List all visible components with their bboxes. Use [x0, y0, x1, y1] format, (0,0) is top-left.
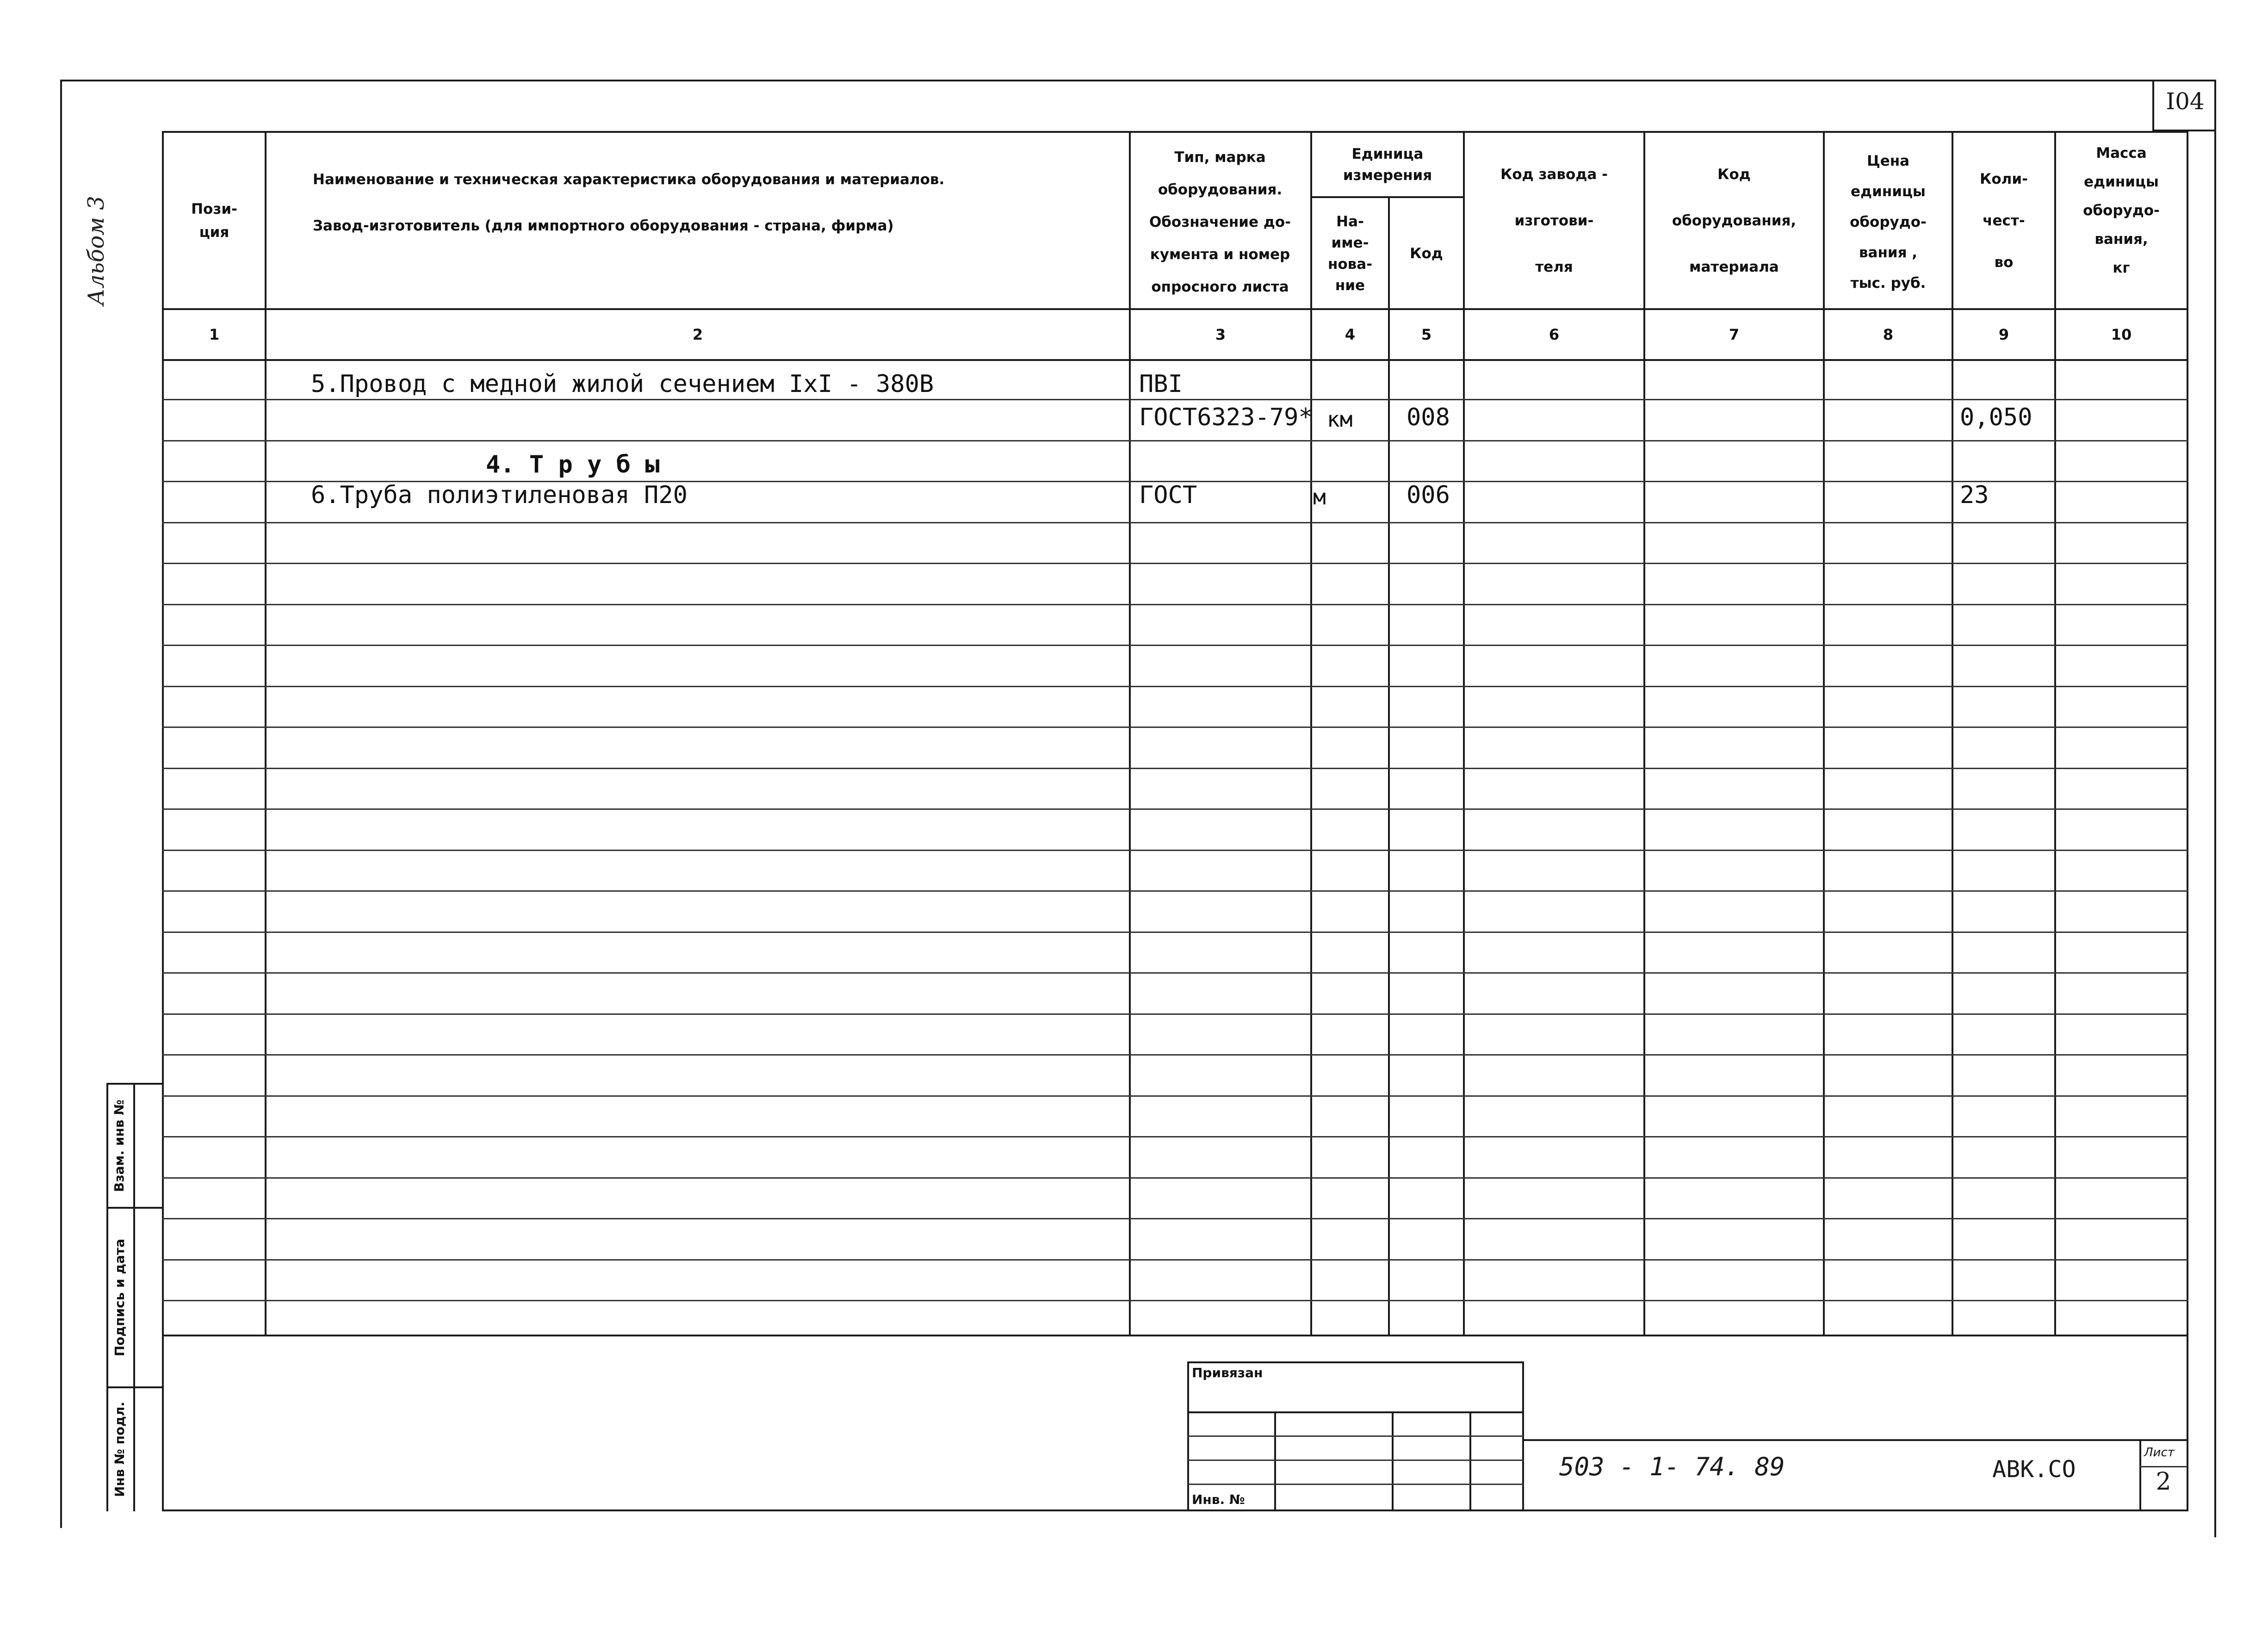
- privyazan-div: [1187, 1411, 1524, 1413]
- header-type-line3: Обозначение до-: [1149, 214, 1291, 230]
- sheet-box-div: [2139, 1466, 2187, 1467]
- header-position: [164, 133, 265, 308]
- privyazan-v1: [1274, 1411, 1276, 1510]
- header-price-l4: вания ,: [1859, 244, 1918, 261]
- privyazan-label: Привязан: [1192, 1365, 1263, 1380]
- table-rule: [162, 768, 2188, 769]
- header-equipment-code-l2: оборудования,: [1672, 212, 1797, 229]
- header-type-line1: Тип, марка: [1174, 149, 1266, 166]
- page-number: I04: [2166, 88, 2205, 115]
- colnum-8: 8: [1883, 326, 1894, 343]
- colnum-3: 3: [1215, 326, 1226, 343]
- header-equipment-code: [1645, 133, 1823, 308]
- privyazan-top: [1187, 1361, 1524, 1363]
- table-rule: [162, 1259, 2188, 1261]
- table-rule: [162, 1013, 2188, 1015]
- header-quantity-l2: чест-: [1983, 212, 2025, 229]
- header-maker-code-l2: изготови-: [1514, 212, 1594, 229]
- table-rule: [162, 399, 2188, 400]
- table-bottom: [162, 1510, 2188, 1511]
- privyazan-row1: [1187, 1435, 1524, 1437]
- privyazan-v2: [1392, 1411, 1394, 1510]
- row3-section-title: 4. Т р у б ы: [486, 451, 660, 478]
- privyazan-row2: [1187, 1460, 1524, 1461]
- header-name: [266, 133, 1129, 272]
- header-maker-code-l1: Код завода -: [1500, 166, 1608, 183]
- privyazan-v3: [1469, 1411, 1471, 1510]
- header-price-l1: Цена: [1866, 153, 1910, 169]
- table-rule: [162, 563, 2188, 564]
- doc-code: 503 - 1- 74. 89: [1559, 1452, 1785, 1481]
- album-label: Альбом 3: [83, 196, 109, 305]
- header-quantity: [1953, 133, 2054, 308]
- col-border-10: [2187, 131, 2188, 1510]
- header-unit-group-text: Единица измерения: [1343, 146, 1432, 184]
- table-top: [162, 131, 2188, 133]
- header-mass: [2056, 134, 2187, 287]
- row2-unit: км: [1327, 407, 1353, 432]
- header-unit-group: [1312, 133, 1463, 196]
- stamp-left: [106, 1083, 108, 1511]
- header-quantity-l1: Коли-: [1980, 171, 2028, 187]
- table-rule: [162, 1095, 2188, 1097]
- table-rule: [162, 850, 2188, 851]
- unit-group-divider: [1310, 196, 1464, 198]
- sheet-label: Лист: [2144, 1446, 2175, 1460]
- row2-type: ГОСТ6323-79*: [1139, 404, 1313, 431]
- page-number-box-left: [2152, 80, 2154, 130]
- header-unit-name-l4: ние: [1335, 277, 1365, 294]
- sheet-number: 2: [2156, 1468, 2171, 1496]
- table-body-bottom: [162, 1335, 2188, 1336]
- header-mass-l3: оборудо-: [2083, 202, 2160, 219]
- header-quantity-l3: во: [1994, 254, 2014, 271]
- colnum-bottom: [162, 359, 2188, 361]
- header-type-line2: оборудования.: [1158, 181, 1283, 198]
- table-rule: [162, 808, 2188, 810]
- header-name-line2: Завод-изготовитель (для импортного оборудования - страна, фирма): [313, 217, 894, 234]
- inv-no-label: Инв. №: [1192, 1492, 1245, 1507]
- row2-qty: 0,050: [1960, 404, 2033, 431]
- row4-unit: м: [1313, 485, 1326, 509]
- header-equipment-code-l3: материала: [1689, 259, 1779, 275]
- header-maker-code: [1465, 133, 1643, 308]
- privyazan-row3: [1187, 1484, 1524, 1485]
- stamp-mid: [133, 1083, 135, 1511]
- header-unit-name: [1312, 199, 1388, 308]
- table-rule: [162, 1177, 2188, 1179]
- header-maker-code-l3: теля: [1535, 259, 1573, 275]
- table-rule: [162, 932, 2188, 933]
- stamp-podpis-data: Подпись и дата: [112, 1238, 127, 1357]
- colnum-6: 6: [1549, 326, 1560, 343]
- table-rule: [162, 440, 2188, 441]
- table-rule: [162, 1300, 2188, 1301]
- stamp-code-top: [1522, 1439, 2188, 1441]
- table-rule: [162, 727, 2188, 728]
- frame-right: [2214, 80, 2216, 1537]
- colnum-9: 9: [1998, 326, 2009, 343]
- sheet-code: АВК.СО: [1992, 1456, 2076, 1483]
- header-mass-l2: единицы: [2084, 174, 2159, 190]
- header-type: [1131, 139, 1309, 305]
- frame-top: [60, 80, 2216, 81]
- header-price-l5: тыс. руб.: [1850, 275, 1926, 292]
- header-equipment-code-l1: Код: [1717, 166, 1751, 183]
- colnum-10: 10: [2111, 326, 2132, 343]
- colnum-2: 2: [692, 326, 703, 343]
- header-unit-name-l2: име-: [1331, 235, 1369, 251]
- header-price-l3: оборудо-: [1850, 214, 1927, 230]
- colnum-5: 5: [1421, 326, 1432, 343]
- colnum-7: 7: [1729, 326, 1740, 343]
- colnum-4: 4: [1345, 326, 1356, 343]
- row1-name: 5.Провод с медной жилой сечением IxI - 380В: [311, 370, 934, 398]
- header-unit-name-l1: На-: [1336, 213, 1364, 230]
- table-rule: [162, 1054, 2188, 1056]
- header-price: [1825, 139, 1952, 305]
- table-rule: [162, 645, 2188, 646]
- header-price-l2: единицы: [1851, 183, 1926, 200]
- colnum-1: 1: [209, 326, 220, 343]
- header-position-text: Пози-ция: [191, 201, 237, 241]
- header-mass-l5: кг: [2113, 260, 2130, 276]
- table-rule: [162, 1136, 2188, 1137]
- header-type-line4: кумента и номер: [1150, 246, 1290, 263]
- stamp-vzam-inv: Взам. инв №: [112, 1100, 127, 1192]
- stamp-inv-podl: Инв № подл.: [112, 1401, 127, 1497]
- row4-name: 6.Труба полиэтиленовая П20: [311, 481, 688, 509]
- header-name-line1: Наименование и техническая характеристика оборудования и материалов.: [313, 171, 945, 188]
- frame-left: [60, 80, 62, 1528]
- header-unit-code: [1390, 199, 1463, 308]
- header-mass-l1: Масса: [2096, 145, 2147, 162]
- col-border-4: [1388, 197, 1390, 1336]
- row4-type: ГОСТ: [1139, 481, 1197, 509]
- row2-code: 008: [1407, 404, 1450, 431]
- table-rule: [162, 686, 2188, 687]
- row1-type: ПВI: [1139, 370, 1183, 398]
- table-rule: [162, 890, 2188, 892]
- header-type-line5: опросного листа: [1151, 279, 1289, 295]
- header-unit-code-text: Код: [1410, 245, 1443, 262]
- header-mass-l4: вания,: [2094, 231, 2148, 248]
- table-rule: [162, 604, 2188, 605]
- row4-code: 006: [1407, 481, 1450, 509]
- table-rule: [162, 1218, 2188, 1219]
- table-rule: [162, 972, 2188, 974]
- row4-qty: 23: [1960, 481, 1989, 509]
- table-rule: [162, 522, 2188, 523]
- header-unit-name-l3: нова-: [1327, 256, 1373, 273]
